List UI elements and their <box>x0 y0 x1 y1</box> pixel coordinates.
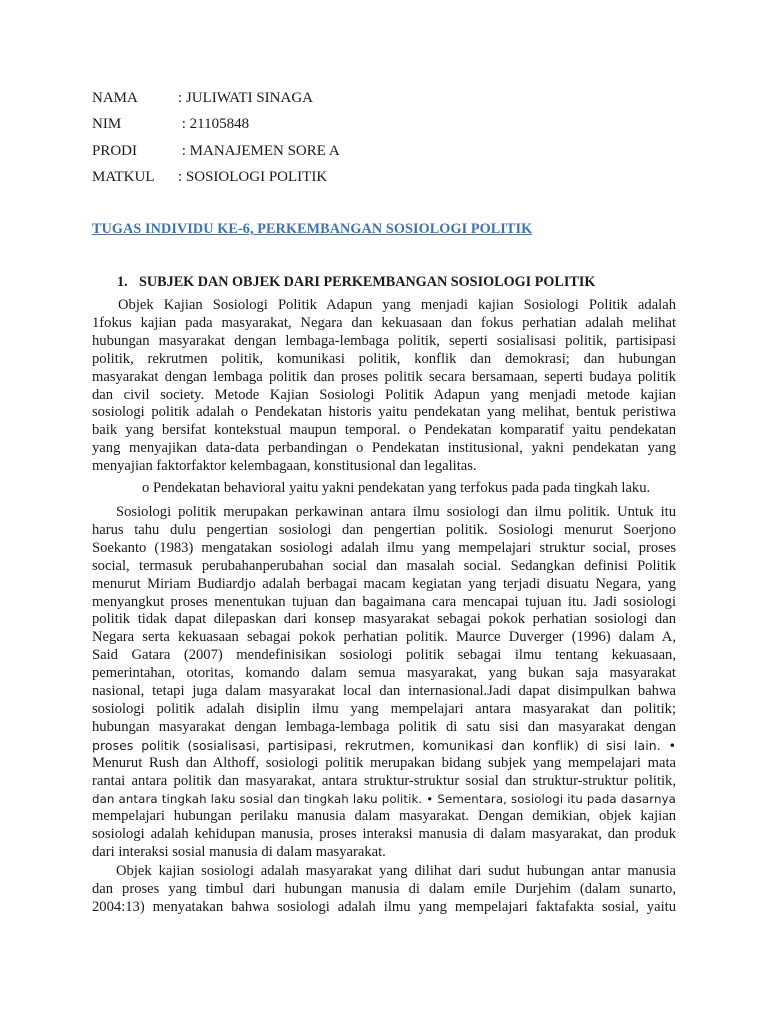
text-line: baik yang bersifat kontekstual maupun temporal. o Pendekatan komparatif yaitu pendekatan <box>92 422 676 439</box>
header-label: NAMA <box>92 90 138 106</box>
text-line: Soekanto (1983) mengatakan sosiologi adalah ilmu yang mempelajari struktur social, proses <box>92 539 676 556</box>
text-line: Sosiologi politik merupakan perkawinan antara ilmu sosiologi dan ilmu politik. Untuk itu <box>116 504 676 520</box>
text-line: pemerintahan, otoritas, komando dalam semua masyarakat, yang bukan saja masyarakat <box>92 665 676 682</box>
text-line: sosiologi adalah kehidupan manusia, proses interaksi manusia di dalam masyarakat, dan produk <box>92 826 676 843</box>
text-line: harus tahu dulu pengertian sosiologi dan pengertian politik. Sosiologi menurut Soerjono <box>92 521 676 538</box>
header-value: : JULIWATI SINAGA <box>178 90 313 106</box>
text-line: menurut Miriam Budiardjo adalah berbagai macam kegiatan yang terjadi disuatu Negara, yang <box>92 575 676 592</box>
text-line: dan antara tingkah laku sosial dan tingkah laku politik. • Sementara, sosiologi itu pada dasarnya <box>92 791 676 806</box>
paragraph-objek-sosiologi <box>92 863 676 917</box>
text-line: rantai antara politik dan masyarakat, antara struktur-struktur sosial dan struktur-struktur politik, <box>92 772 676 789</box>
text-line: menyajian faktorfaktor kelembagaan, konstitusional dan legalitas. <box>92 458 477 475</box>
text-line: Objek kajian sosiologi adalah masyarakat yang dilihat dari sudut hubungan antar manusia <box>116 863 676 879</box>
text-line: politik, rekrutmen politik, komunikasi politik, konflik dan demokrasi; dan hubungan <box>92 350 676 367</box>
header-label: PRODI <box>92 143 138 159</box>
text-line: sosiologi politik adalah disiplin ilmu yang mempelajari antara masyarakat dan politik; <box>92 700 676 717</box>
header-row-nama <box>92 89 313 107</box>
section-heading <box>117 274 595 291</box>
text-line: nasional, tetapi juga dalam masyarakat local dan internasional.Jadi dapat disimpulkan bahwa <box>92 683 676 700</box>
text-line: 1fokus kajian pada masyarakat, Negara dan kekuasaan dan fokus perhatian adalah melihat <box>92 314 676 331</box>
paragraph-objek-kajian <box>92 297 676 476</box>
text-line: proses politik (sosialisasi, partisipasi, rekrutmen, komunikasi dan konflik) di sisi lain. • <box>92 737 676 753</box>
header-row-nim <box>92 115 249 133</box>
text-line: mempelajari hubungan perilaku manusia dalam masyarakat. Dengan demikian, objek kajian <box>92 808 676 825</box>
text-line: social, termasuk perubahanperubahan social dan masalah social. Sedangkan definisi Politik <box>92 557 676 574</box>
text-line: Menurut Rush dan Althoff, sosiologi politik merupakan bidang subjek yang mempelajari mata <box>92 754 676 771</box>
text-line: Objek Kajian Sosiologi Politik Adapun yang menjadi kajian Sosiologi Politik adalah <box>118 297 676 313</box>
section-heading-text: SUBJEK DAN OBJEK DARI PERKEMBANGAN SOSIOLOGI POLITIK <box>139 274 596 290</box>
text-line: dan proses yang timbul dari hubungan manusia di dalam emile Durjehim (dalam sunarto, <box>92 880 676 897</box>
paragraph-sosiologi-politik <box>92 504 676 862</box>
header-label: MATKUL <box>92 169 155 185</box>
sub-bullet-behavioral: o Pendekatan behavioral yaitu yakni pendekatan yang terfokus pada pada tingkah laku. <box>142 480 651 496</box>
text-line: dari interaksi sosial manusia di dalam masyarakat. <box>92 844 386 861</box>
header-row-matkul <box>92 168 327 186</box>
document-title: TUGAS INDIVIDU KE-6, PERKEMBANGAN SOSIOLOGI POLITIK <box>92 221 533 237</box>
text-line: menyangkut proses menentukan tujuan dan bagaimana cara mencapai tujuan itu. Jadi sosiologi <box>92 593 676 610</box>
header-value: : SOSIOLOGI POLITIK <box>178 169 328 185</box>
text-line: masyarakat dengan lembaga politik dan proses politik secara bersamaan, seperti budaya politik <box>92 368 676 385</box>
header-value: : MANAJEMEN SORE A <box>178 143 340 159</box>
section-number: 1. <box>117 274 128 290</box>
header-row-prodi <box>92 142 340 160</box>
text-line: politik tidak dapat dilepaskan dari konsep masyarakat sebagai pokok perhatian sosiologi dan <box>92 611 676 628</box>
text-line: hubungan masyarakat dengan lembaga-lembaga politik di satu sisi dan masyarakat dengan <box>92 718 676 735</box>
text-line: Negara serta kekuasaan sebagai pokok perhatian politik. Maurce Duverger (1996) dalam A, <box>92 629 676 646</box>
header-label: NIM <box>92 116 122 132</box>
text-line: hubungan masyarakat dengan lembaga-lembaga politik, seperti sosialisasi politik, partisipasi <box>92 332 676 349</box>
header-value: : 21105848 <box>178 116 250 132</box>
text-line: dan civil society. Metode Kajian Sosiologi Politik Adapun yang menjadi metode kajian <box>92 386 676 403</box>
text-line: 2004:13) menyatakan bahwa sosiologi adalah ilmu yang mempelajari faktafakta sosial, yaitu <box>92 898 676 915</box>
text-line: yang menyajikan data-data perbandingan o Pendekatan institusional, yakni pendekatan yang <box>92 440 676 457</box>
text-line: sosiologi politik adalah o Pendekatan historis yaitu pendekatan yang melihat, bentuk peristiwa <box>92 404 676 421</box>
text-line: Said Gatara (2007) mendefinisikan sosiologi politik sebagai ilmu tentang kekuasaan, <box>92 647 676 664</box>
